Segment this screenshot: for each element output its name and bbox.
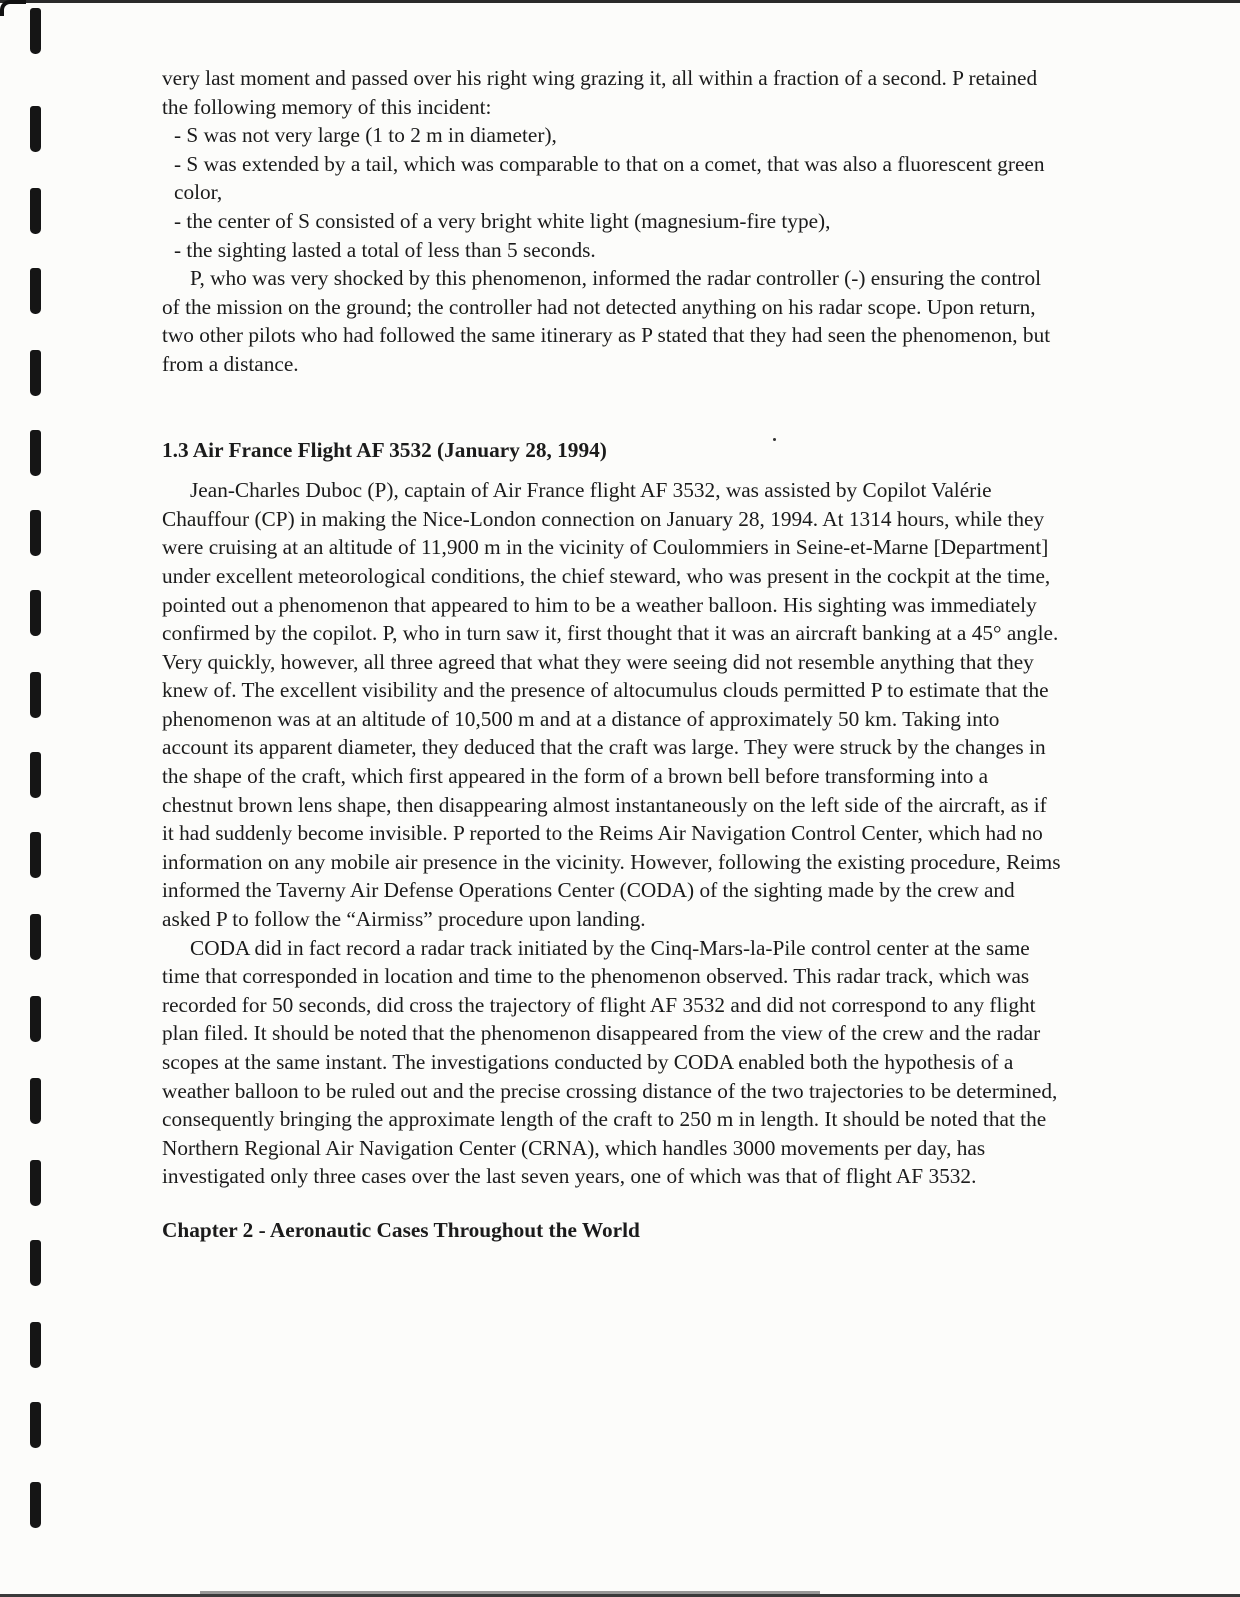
binding-hole xyxy=(30,752,41,798)
body-paragraph: Jean-Charles Duboc (P), captain of Air France flight AF 3532, was assisted by Copilot Valérie Chauffour (CP) in making the Nice-London connection on January 28, 1994. At 1314 hours, while they were cruising at an altitude of 11,900 m in the vicinity of Coulommiers in Seine-et-Marne [Department] under excellent meteorological conditions, the chief steward, who was present in the cockpit at the time, pointed out a phenomenon that appeared to him to be a weather balloon. His sighting was immediately confirmed by the copilot. P, who in turn saw it, first thought that it was an aircraft banking at a 45° angle. Very quickly, however, all three agreed that what they were seeing did not resemble anything that they knew of. The excellent visibility and the presence of altocumulus clouds permitted P to estimate that the phenomenon was at an altitude of 10,500 m and at a distance of approximately 50 km. Taking into account its apparent diameter, they deduced that the craft was large. They were struck by the changes in the shape of the craft, which first appeared in the form of a brown bell before transforming into a chestnut brown lens shape, then disappearing almost instantaneously on the left side of the aircraft, as if it had suddenly become invisible. P reported to the Reims Air Navigation Control Center, which had no information on any mobile air presence in the vicinity. However, following the existing procedure, Reims informed the Taverny Air Defense Operations Center (CODA) of the sighting made by the crew and asked P to follow the “Airmiss” procedure upon landing. xyxy=(162,478,1061,932)
binding-hole xyxy=(30,1160,41,1206)
binding-hole xyxy=(30,590,41,636)
binding-hole xyxy=(30,996,41,1042)
binding-hole xyxy=(30,1482,41,1528)
list-item: - S was not very large (1 to 2 m in diameter), xyxy=(174,123,557,148)
binding-hole xyxy=(30,1240,41,1286)
chapter-heading: Chapter 2 - Aeronautic Cases Throughout the World xyxy=(162,1217,640,1242)
binding-hole xyxy=(30,1078,41,1124)
body-paragraph: CODA did in fact record a radar track initiated by the Cinq-Mars-la-Pile control center at the same time that corresponded in location and time to the phenomenon observed. This radar track, which was recorded for 50 seconds, did cross the trajectory of flight AF 3532 and did not correspond to any flight plan filed. It should be noted that the phenomenon disappeared from the view of the crew and the radar scopes at the same instant. The investigations conducted by CODA enabled both the hypothesis of a weather balloon to be ruled out and the precise crossing distance of the two trajectories to be determined, consequently bringing the approximate length of the craft to 250 m in length. It should be noted that the Northern Regional Air Navigation Center (CRNA), which handles 3000 movements per day, has investigated only three cases over the last seven years, one of which was that of flight AF 3532. xyxy=(162,935,1058,1189)
binding-hole xyxy=(30,188,41,234)
binding-hole xyxy=(30,430,41,476)
binding-hole xyxy=(30,1322,41,1368)
binding-hole xyxy=(30,1402,41,1448)
binding-hole xyxy=(30,672,41,718)
binding-hole xyxy=(30,268,41,314)
document-body xyxy=(162,64,1062,1245)
page-top-edge xyxy=(0,0,1240,3)
binding-hole xyxy=(30,106,41,152)
binding-hole xyxy=(30,8,41,54)
list-item: - the center of S consisted of a very bright white light (magnesium-fire type), xyxy=(174,208,831,233)
binding-hole xyxy=(30,832,41,878)
binding-hole xyxy=(30,914,41,960)
intro-paragraph: very last moment and passed over his right wing grazing it, all within a fraction of a second. P retained the following memory of this incident: xyxy=(162,66,1038,119)
binding-hole xyxy=(30,510,41,556)
section-heading: 1.3 Air France Flight AF 3532 (January 28, 1994) xyxy=(162,437,607,462)
page-corner-mark xyxy=(0,0,26,16)
list-item: - the sighting lasted a total of less than 5 seconds. xyxy=(174,237,596,262)
binding-hole xyxy=(30,350,41,396)
body-paragraph: P, who was very shocked by this phenomenon, informed the radar controller (-) ensuring the control of the mission on the ground; the controller had not detected anything on his radar scope. Upon return, two other pilots who had followed the same itinerary as P stated that they had seen the phenomenon, but from a distance. xyxy=(162,266,1051,376)
list-item: - S was extended by a tail, which was comparable to that on a comet, that was also a fluorescent green color, xyxy=(174,151,1045,205)
binding-holes xyxy=(30,0,50,1597)
